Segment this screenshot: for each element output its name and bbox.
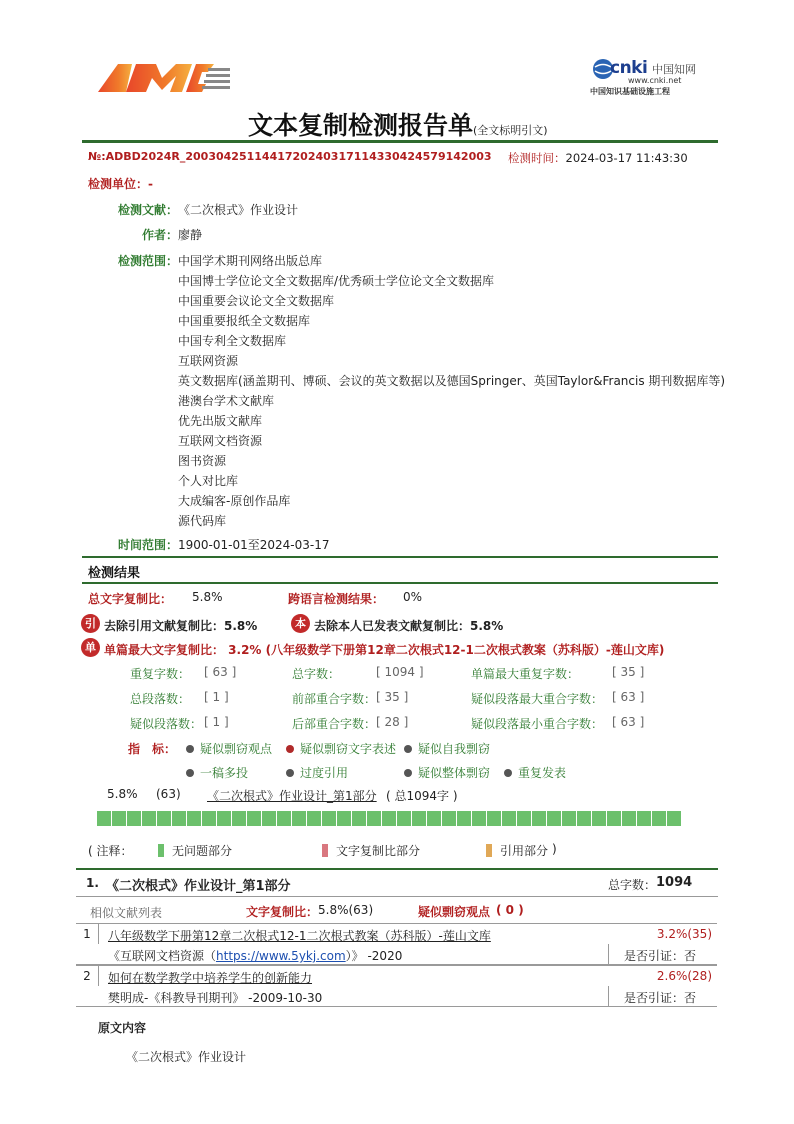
bar-segment (322, 811, 337, 826)
bar-segment (607, 811, 622, 826)
stat-label: 重复字数： (130, 667, 191, 681)
scope-item: 优先出版文献库 (178, 414, 263, 428)
scope-item: 互联网文档资源 (178, 434, 263, 448)
bar-segment (577, 811, 592, 826)
row-pct: 3.2%(35) (656, 927, 712, 941)
row-number: 1 (76, 924, 99, 944)
indicator-label-text: 疑似自我剽窃 (418, 742, 491, 756)
bar-segment (637, 811, 652, 826)
report-title-sub: (全文标明引文) (473, 124, 548, 137)
single-badge-icon: 单 (81, 638, 100, 657)
bar-segment (532, 811, 547, 826)
scope-item: 中国博士学位论文全文数据库/优秀硕士学位论文全文数据库 (178, 274, 495, 288)
bar-segment (307, 811, 322, 826)
legend-label: 文字复制比部分 (336, 844, 421, 858)
bar-segment (187, 811, 202, 826)
indicator-label-text: 一稿多投 (200, 766, 249, 780)
stat-value: [ 35 ] (376, 690, 409, 704)
bar-segment (472, 811, 487, 826)
bar-segment (142, 811, 157, 826)
total-ratio-label: 总文字复制比： (88, 592, 173, 606)
scope-item: 大成编客-原创作品库 (178, 494, 291, 508)
stat-label: 后部重合字数： (292, 717, 377, 731)
check-time-value: 2024-03-17 11:43:30 (565, 151, 688, 165)
indicator-dot-icon (286, 745, 294, 753)
indicator-item (186, 764, 248, 781)
total-ratio-value: 5.8% (192, 590, 223, 604)
results-heading: 检测结果 (88, 566, 141, 581)
legend-swatch-icon (322, 844, 328, 857)
row-source (108, 989, 322, 1006)
part-count: (63) (156, 787, 181, 801)
cnki-logo (590, 56, 700, 96)
bar-segment (352, 811, 367, 826)
bar-segment (217, 811, 232, 826)
indicator-label: 指 标： (128, 742, 177, 756)
bar-segment (442, 811, 457, 826)
indicator-label-text: 过度引用 (300, 766, 349, 780)
section-title: 《二次根式》作业设计_第1部分 (106, 879, 291, 894)
indicator-item (286, 740, 396, 757)
indicator-label-text: 疑似整体剽窃 (418, 766, 491, 780)
bar-segment (427, 811, 442, 826)
row-source-pre: 樊明成-《科教导刊期刊》 -2009-10-30 (108, 991, 323, 1005)
stat-label: 疑似段落数： (130, 717, 203, 731)
similar-list-header (76, 898, 718, 922)
stat-value: [ 1 ] (204, 715, 229, 729)
bar-segment (367, 811, 382, 826)
excl-self-ratio: 去除本人已发表文献复制比：5.8% (314, 619, 504, 633)
bar-segment (397, 811, 412, 826)
indicator-label-text: 重复发表 (518, 766, 567, 780)
section-index: 1. (86, 876, 99, 890)
ratio-value: 5.8%(63) (318, 903, 374, 917)
scope-item: 源代码库 (178, 514, 227, 528)
bar-segment (262, 811, 277, 826)
bar-segment (487, 811, 502, 826)
bar-segment (157, 811, 172, 826)
bar-segment (412, 811, 427, 826)
stat-label: 疑似段落最大重合字数： (471, 692, 604, 706)
bar-segment (547, 811, 562, 826)
indicator-item (186, 740, 272, 757)
bar-segment (202, 811, 217, 826)
legend-item (486, 842, 548, 859)
stat-label: 疑似段落最小重合字数： (471, 717, 604, 731)
cross-lang-value: 0% (403, 590, 423, 604)
part-pct: 5.8% (107, 787, 138, 801)
part-total: ( 总1094字 ) (386, 789, 458, 803)
bar-segment (97, 811, 112, 826)
indicator-label-text: 疑似剽窃文字表述 (300, 742, 397, 756)
original-heading: 原文内容 (98, 1021, 147, 1035)
row-divider (608, 986, 609, 1006)
bar-segment (652, 811, 667, 826)
legend-open: ( 注释： (88, 844, 133, 858)
report-number: №:ADBD2024R_2003042511441720240317114330424579142003 (88, 150, 492, 163)
stat-label: 前部重合字数： (292, 692, 377, 706)
check-time-label: 检测时间： (508, 151, 566, 165)
part-link[interactable]: 《二次根式》作业设计_第1部分 (207, 789, 377, 803)
bar-segment (592, 811, 607, 826)
bar-segment (292, 811, 307, 826)
indicator-item (404, 764, 490, 781)
row-source-post: ）》 -2020 (345, 949, 403, 963)
row-source (108, 947, 402, 964)
row-pct: 2.6%(28) (656, 969, 712, 983)
row-number: 2 (76, 966, 99, 986)
similar-row (76, 965, 717, 1007)
scope-item: 中国重要会议论文全文数据库 (178, 294, 335, 308)
indicator-label-text: 疑似剽窃观点 (200, 742, 273, 756)
check-unit (88, 175, 153, 192)
scope-item: 互联网资源 (178, 354, 239, 368)
section-total-label: 总字数： (608, 878, 657, 892)
row-divider (608, 944, 609, 964)
legend-label: 无问题部分 (172, 844, 233, 858)
row-title-link[interactable]: 八年级数学下册第12章二次根式12-1二次根式教案（苏科版）-莲山文库 (108, 929, 491, 943)
legend-item (158, 842, 232, 859)
stat-value: [ 1094 ] (376, 665, 424, 679)
cnki-tagline: 中国知识基础设施工程 (590, 87, 670, 96)
check-unit-value: - (148, 177, 153, 191)
scope-item: 图书资源 (178, 454, 227, 468)
stat-label: 总字数： (292, 667, 341, 681)
indicator-item (286, 764, 348, 781)
section-total-value: 1094 (656, 875, 693, 890)
scope-item: 个人对比库 (178, 474, 239, 488)
scope-item: 中国专利全文数据库 (178, 334, 287, 348)
stat-value: [ 28 ] (376, 715, 409, 729)
bar-segment (502, 811, 517, 826)
legend-close: ) (552, 842, 557, 856)
plag-value: ( 0 ) (496, 903, 524, 917)
row-cite: 是否引证：否 (624, 949, 697, 963)
check-unit-label: 检测单位： (88, 177, 149, 191)
scope-item: 英文数据库(涵盖期刊、博硕、会议的英文数据以及德国Springer、英国Taylor&Francis 期刊数据库等) (178, 374, 726, 388)
cnki-text: cnki (610, 58, 648, 78)
scope-label: 检测范围： (118, 254, 179, 268)
indicator-dot-icon (186, 769, 194, 777)
report-title-main: 文本复制检测报告单 (248, 111, 474, 140)
row-cite: 是否引证：否 (624, 991, 697, 1005)
bar-segment (622, 811, 637, 826)
stat-label: 总段落数： (130, 692, 191, 706)
row-source-pre: 《互联网文档资源（ (108, 949, 217, 963)
row-source-link[interactable]: https://www.5ykj.com (216, 949, 346, 963)
indicator-dot-icon (404, 769, 412, 777)
cross-lang-label: 跨语言检测结果： (288, 592, 385, 606)
cite-badge-icon: 引 (81, 614, 100, 633)
bar-segment (232, 811, 247, 826)
document-label: 检测文献： (118, 203, 179, 217)
bar-segment (517, 811, 532, 826)
scope-item: 中国学术期刊网络出版总库 (178, 254, 323, 268)
ratio-label: 文字复制比： (246, 905, 319, 919)
bar-segment (457, 811, 472, 826)
cnki-chinese: 中国知网 (652, 63, 696, 76)
plag-label: 疑似剽窃观点 (418, 905, 491, 919)
original-first-line: 《二次根式》作业设计 (126, 1050, 247, 1064)
stat-label: 单篇最大重复字数： (471, 667, 580, 681)
bar-segment (277, 811, 292, 826)
bar-segment (247, 811, 262, 826)
cnki-url: www.cnki.net (628, 76, 682, 85)
amlc-logo (96, 58, 236, 96)
time-range-label: 时间范围： (118, 538, 179, 552)
self-badge-icon: 本 (291, 614, 310, 633)
scope-item: 港澳台学术文献库 (178, 394, 275, 408)
bar-segment (337, 811, 352, 826)
indicator-dot-icon (504, 769, 512, 777)
stat-value: [ 63 ] (612, 715, 645, 729)
row-title-link[interactable]: 如何在数学教学中培养学生的创新能力 (108, 971, 313, 985)
indicator-item (504, 764, 566, 781)
indicator-dot-icon (404, 745, 412, 753)
indicator-item (404, 740, 490, 757)
excl-cite-ratio: 去除引用文献复制比：5.8% (104, 619, 258, 633)
stat-value: [ 35 ] (612, 665, 645, 679)
bar-segment (172, 811, 187, 826)
results-header (82, 556, 718, 584)
time-range-value: 1900-01-01至2024-03-17 (178, 538, 330, 552)
indicator-dot-icon (286, 769, 294, 777)
legend-label: 引用部分 (500, 844, 549, 858)
title-divider (82, 140, 718, 143)
bar-segment (127, 811, 142, 826)
section-header (76, 868, 718, 897)
author-value: 廖静 (178, 228, 203, 242)
similar-row (76, 923, 717, 965)
bar-segment (382, 811, 397, 826)
bar-segment (112, 811, 127, 826)
author-label: 作者： (142, 228, 179, 242)
document-value: 《二次根式》作业设计 (178, 203, 299, 217)
single-max-ratio: 单篇最大文字复制比： 3.2% (八年级数学下册第12章二次根式12-1二次根式教案（苏科版）-莲山文库) (104, 643, 665, 657)
stat-value: [ 63 ] (204, 665, 237, 679)
legend-swatch-icon (486, 844, 492, 857)
check-time (508, 150, 688, 166)
similar-list-label: 相似文献列表 (90, 906, 163, 920)
report-title (248, 106, 548, 142)
indicator-dot-icon (186, 745, 194, 753)
bar-segment (667, 811, 682, 826)
stat-value: [ 1 ] (204, 690, 229, 704)
bar-segment (562, 811, 577, 826)
legend-item (322, 842, 420, 859)
stat-value: [ 63 ] (612, 690, 645, 704)
scope-item: 中国重要报纸全文数据库 (178, 314, 311, 328)
legend-swatch-icon (158, 844, 164, 857)
